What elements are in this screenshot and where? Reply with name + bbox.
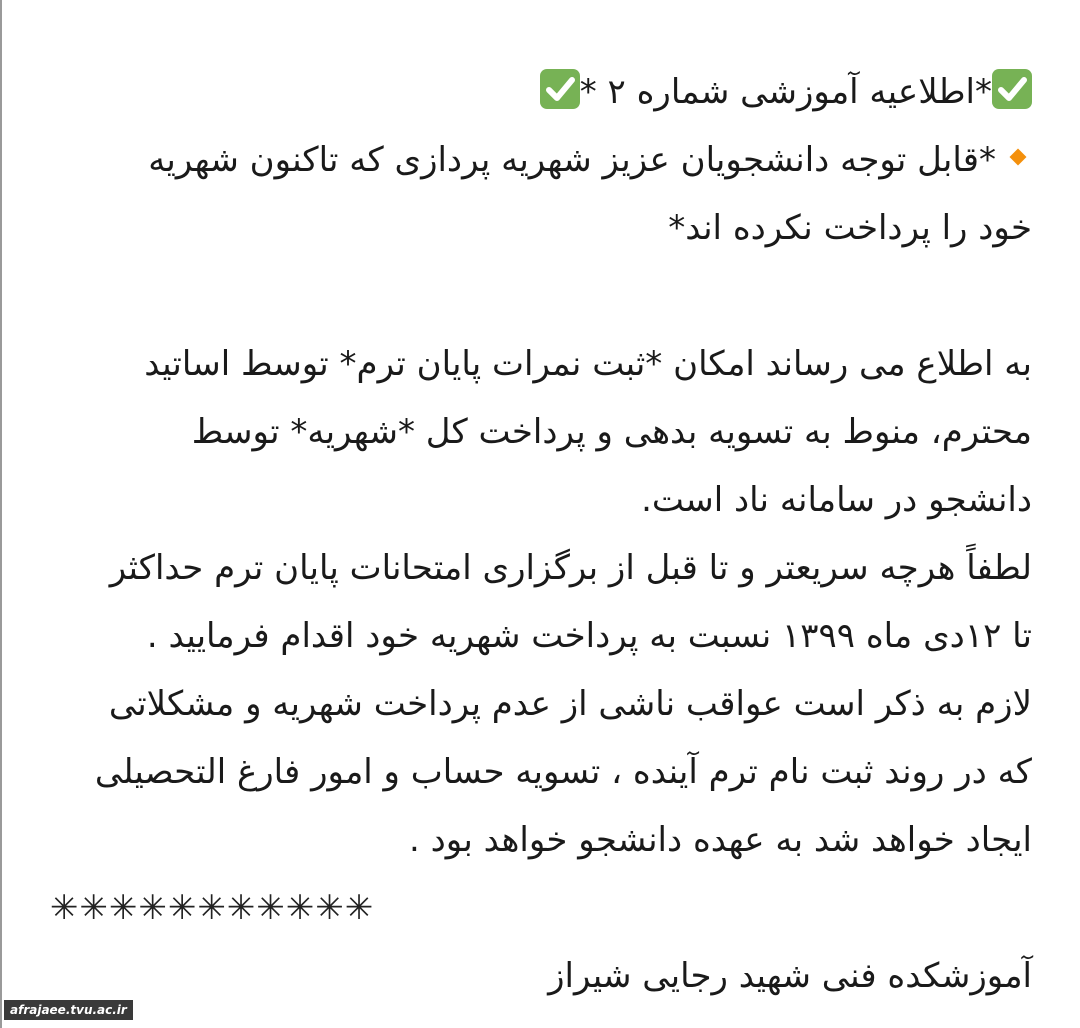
watermark-label: afrajaee.tvu.ac.ir <box>4 1000 133 1020</box>
check-mark-icon <box>540 69 580 109</box>
body-line: دانشجو در سامانه ناد است. <box>641 480 1032 520</box>
notice-audience-text-2: خود را پرداخت نکرده اند* <box>668 208 1032 248</box>
body-line: محترم، منوط به تسویه بدهی و پرداخت کل *شهریه* توسط <box>191 412 1032 452</box>
announcement-title-row <box>40 58 1032 126</box>
signature: آموزشکده فنی شهید رجایی شیراز <box>548 956 1032 996</box>
body-line: که در روند ثبت نام ترم آینده ، تسویه حساب و امور فارغ التحصیلی <box>94 752 1032 792</box>
announcement-text <box>40 0 1032 1010</box>
left-border-line <box>0 0 2 1028</box>
star-separator: ✳✳✳✳✳✳✳✳✳✳✳ <box>50 888 375 928</box>
body-line: لطفاً هرچه سریعتر و تا قبل از برگزاری امتحانات پایان ترم حداکثر <box>109 548 1032 588</box>
check-mark-icon <box>992 69 1032 109</box>
notice-audience-line-2 <box>40 194 1032 262</box>
announcement-title: *اطلاعیه آموزشی شماره ۲ * <box>579 72 992 112</box>
spacer <box>40 262 1032 330</box>
notice-audience-line-1 <box>40 126 1032 194</box>
notice-audience-text-1: *قابل توجه دانشجویان عزیز شهریه پردازی که تاکنون شهریه <box>148 140 996 180</box>
orange-diamond-icon <box>1010 149 1027 166</box>
body-line: لازم به ذکر است عواقب ناشی از عدم پرداخت شهریه و مشکلاتی <box>108 684 1032 724</box>
body-line: به اطلاع می رساند امکان *ثبت نمرات پایان ترم* توسط اساتید <box>144 344 1032 384</box>
body-line: تا ۱۲دی ماه ۱۳۹۹ نسبت به پرداخت شهریه خود اقدام فرمایید . <box>146 616 1032 656</box>
body-line: ایجاد خواهد شد به عهده دانشجو خواهد بود . <box>409 820 1032 860</box>
